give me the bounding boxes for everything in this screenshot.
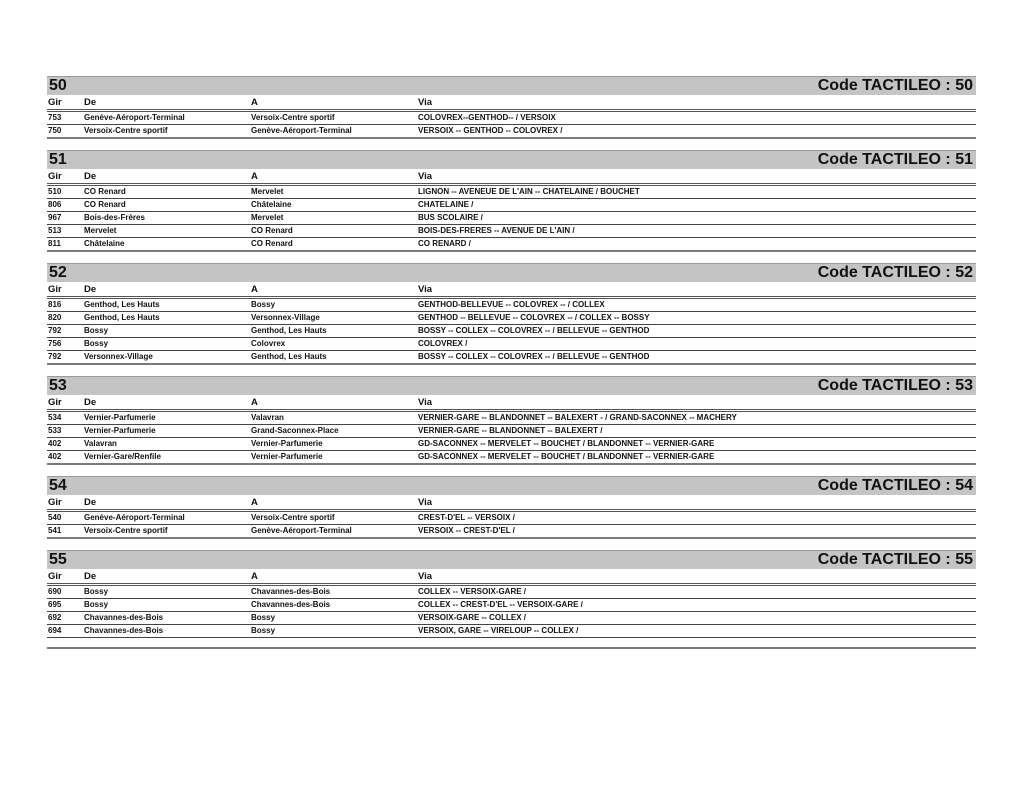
col-header-gir: Gir	[48, 570, 62, 582]
cell-de: Versonnex-Village	[84, 352, 153, 361]
table-rows	[47, 112, 976, 139]
cell-via: BOSSY -- COLLEX -- COLOVREX -- / BELLEVUE -- GENTHOD	[418, 352, 650, 361]
col-header-a: A	[251, 96, 258, 108]
col-header-a: A	[251, 496, 258, 508]
table-rows	[47, 512, 976, 539]
cell-de: Mervelet	[84, 226, 117, 235]
cell-de: Châtelaine	[84, 239, 125, 248]
tactileo-code: Code TACTILEO : 51	[817, 151, 973, 168]
cell-via: COLLEX -- VERSOIX-GARE /	[418, 587, 527, 596]
cell-a: Châtelaine	[251, 200, 292, 209]
table-row	[47, 351, 976, 365]
tactileo-code: Code TACTILEO : 52	[817, 264, 973, 281]
cell-via: VERNIER-GARE -- BLANDONNET -- BALEXERT /	[418, 426, 603, 435]
cell-gir: 792	[48, 326, 62, 335]
cell-via: VERSOIX -- CREST-D'EL /	[418, 526, 515, 535]
col-header-a: A	[251, 570, 258, 582]
cell-a: Bossy	[251, 626, 276, 635]
cell-a: Colovrex	[251, 339, 286, 348]
cell-de: Genthod, Les Hauts	[84, 313, 160, 322]
cell-de: Versoix-Centre sportif	[84, 526, 168, 535]
col-header-de: De	[84, 170, 97, 182]
table-row	[47, 438, 976, 451]
cell-de: Chavannes-des-Bois	[84, 626, 164, 635]
cell-via: CREST-D'EL -- VERSOIX /	[418, 513, 515, 522]
col-header-gir: Gir	[48, 496, 62, 508]
cell-gir: 811	[48, 239, 61, 248]
col-header-gir: Gir	[48, 283, 62, 295]
table-row	[47, 625, 976, 638]
table-rows	[47, 186, 976, 252]
cell-gir: 750	[48, 126, 62, 135]
col-header-gir: Gir	[48, 170, 62, 182]
cell-gir: 533	[48, 426, 62, 435]
section-header	[47, 476, 976, 495]
section-header	[47, 263, 976, 282]
cell-via: COLLEX -- CREST-D'EL -- VERSOIX-GARE /	[418, 600, 583, 609]
line-number: 51	[49, 151, 67, 168]
cell-via: VERSOIX-GARE -- COLLEX /	[418, 613, 527, 622]
line-section-54	[47, 476, 976, 539]
cell-a: Genthod, Les Hauts	[251, 326, 327, 335]
cell-de: CO Renard	[84, 200, 126, 209]
table-row	[47, 325, 976, 338]
table-row	[47, 225, 976, 238]
col-header-via: Via	[418, 96, 433, 108]
section-header	[47, 150, 976, 169]
col-header-de: De	[84, 96, 97, 108]
table-row	[47, 199, 976, 212]
cell-gir: 792	[48, 352, 62, 361]
column-headers	[47, 397, 976, 412]
column-headers	[47, 497, 976, 512]
cell-de: Chavannes-des-Bois	[84, 613, 164, 622]
col-header-via: Via	[418, 170, 433, 182]
cell-gir: 540	[48, 513, 62, 522]
cell-gir: 402	[48, 439, 62, 448]
cell-a: Genève-Aéroport-Terminal	[251, 126, 352, 135]
cell-via: BUS SCOLAIRE /	[418, 213, 483, 222]
cell-gir: 756	[48, 339, 62, 348]
cell-a: Versoix-Centre sportif	[251, 113, 335, 122]
cell-de: CO Renard	[84, 187, 126, 196]
table-row	[47, 612, 976, 625]
section-header	[47, 376, 976, 395]
cell-a: Versoix-Centre sportif	[251, 513, 335, 522]
table-row	[47, 238, 976, 252]
cell-via: GD-SACONNEX -- MERVELET -- BOUCHET / BLANDONNET -- VERNIER-GARE	[418, 439, 715, 448]
cell-a: Valavran	[251, 413, 284, 422]
cell-de: Vernier-Gare/Renfile	[84, 452, 161, 461]
col-header-via: Via	[418, 496, 433, 508]
table-row	[47, 186, 976, 199]
tactileo-code: Code TACTILEO : 54	[817, 477, 973, 494]
cell-de: Bois-des-Frères	[84, 213, 145, 222]
line-number: 55	[49, 551, 67, 568]
table-row	[47, 425, 976, 438]
line-section-50	[47, 76, 976, 139]
table-row	[47, 212, 976, 225]
cell-gir: 695	[48, 600, 62, 609]
cell-via: VERSOIX -- GENTHOD -- COLOVREX /	[418, 126, 563, 135]
col-header-gir: Gir	[48, 96, 62, 108]
line-number: 54	[49, 477, 67, 494]
line-number: 53	[49, 377, 67, 394]
cell-a: Bossy	[251, 613, 276, 622]
section-header	[47, 550, 976, 569]
table-rows	[47, 586, 976, 638]
cell-de: Bossy	[84, 326, 109, 335]
table-row	[47, 525, 976, 539]
tactileo-code: Code TACTILEO : 55	[817, 551, 973, 568]
cell-gir: 820	[48, 313, 62, 322]
column-headers	[47, 571, 976, 586]
line-section-55	[47, 550, 976, 649]
table-row	[47, 451, 976, 465]
col-header-de: De	[84, 396, 97, 408]
cell-via: CO RENARD /	[418, 239, 471, 248]
cell-via: COLOVREX /	[418, 339, 468, 348]
cell-via: GENTHOD-BELLEVUE -- COLOVREX -- / COLLEX	[418, 300, 605, 309]
cell-gir: 967	[48, 213, 62, 222]
cell-a: Vernier-Parfumerie	[251, 452, 323, 461]
cell-a: Mervelet	[251, 187, 284, 196]
table-rows	[47, 299, 976, 365]
col-header-via: Via	[418, 396, 433, 408]
cell-gir: 816	[48, 300, 62, 309]
cell-de: Genthod, Les Hauts	[84, 300, 160, 309]
cell-gir: 534	[48, 413, 62, 422]
cell-via: BOSSY -- COLLEX -- COLOVREX -- / BELLEVUE -- GENTHOD	[418, 326, 650, 335]
cell-de: Bossy	[84, 600, 109, 609]
section-header	[47, 76, 976, 95]
col-header-via: Via	[418, 570, 433, 582]
cell-de: Vernier-Parfumerie	[84, 413, 156, 422]
cell-a: Bossy	[251, 300, 276, 309]
cell-via: VERNIER-GARE -- BLANDONNET -- BALEXERT - / GRAND-SACONNEX -- MACHERY	[418, 413, 737, 422]
line-section-52	[47, 263, 976, 365]
table-row	[47, 112, 976, 125]
cell-gir: 513	[48, 226, 62, 235]
cell-gir: 541	[48, 526, 62, 535]
cell-de: Genève-Aéroport-Terminal	[84, 113, 185, 122]
cell-gir: 806	[48, 200, 62, 209]
cell-gir: 692	[48, 613, 62, 622]
col-header-a: A	[251, 170, 258, 182]
col-header-gir: Gir	[48, 396, 62, 408]
col-header-de: De	[84, 283, 97, 295]
col-header-via: Via	[418, 283, 433, 295]
column-headers	[47, 171, 976, 186]
table-rows	[47, 412, 976, 465]
col-header-de: De	[84, 496, 97, 508]
column-headers	[47, 97, 976, 112]
cell-a: Genthod, Les Hauts	[251, 352, 327, 361]
cell-via: GENTHOD -- BELLEVUE -- COLOVREX -- / COLLEX -- BOSSY	[418, 313, 650, 322]
cell-gir: 753	[48, 113, 62, 122]
cell-de: Genève-Aéroport-Terminal	[84, 513, 185, 522]
cell-via: LIGNON -- AVENEUE DE L'AIN -- CHATELAINE / BOUCHET	[418, 187, 640, 196]
route-document	[47, 76, 976, 660]
table-row	[47, 125, 976, 139]
col-header-a: A	[251, 396, 258, 408]
cell-de: Bossy	[84, 587, 109, 596]
cell-gir: 510	[48, 187, 62, 196]
line-section-53	[47, 376, 976, 465]
table-row	[47, 512, 976, 525]
cell-a: Grand-Saconnex-Place	[251, 426, 339, 435]
column-headers	[47, 284, 976, 299]
table-row	[47, 599, 976, 612]
cell-via: COLOVREX--GENTHOD-- / VERSOIX	[418, 113, 556, 122]
cell-de: Versoix-Centre sportif	[84, 126, 168, 135]
table-row	[47, 586, 976, 599]
tactileo-code: Code TACTILEO : 53	[817, 377, 973, 394]
tactileo-code: Code TACTILEO : 50	[817, 77, 973, 94]
line-number: 50	[49, 77, 67, 94]
cell-a: CO Renard	[251, 226, 293, 235]
cell-de: Valavran	[84, 439, 117, 448]
table-row	[47, 338, 976, 351]
cell-a: Chavannes-des-Bois	[251, 587, 331, 596]
table-row	[47, 312, 976, 325]
table-row	[47, 299, 976, 312]
cell-de: Vernier-Parfumerie	[84, 426, 156, 435]
table-row	[47, 412, 976, 425]
cell-a: Vernier-Parfumerie	[251, 439, 323, 448]
col-header-de: De	[84, 570, 97, 582]
col-header-a: A	[251, 283, 258, 295]
cell-via: GD-SACONNEX -- MERVELET -- BOUCHET / BLANDONNET -- VERNIER-GARE	[418, 452, 715, 461]
end-divider	[47, 647, 976, 649]
cell-gir: 694	[48, 626, 62, 635]
cell-a: Chavannes-des-Bois	[251, 600, 331, 609]
cell-gir: 690	[48, 587, 62, 596]
cell-a: Versonnex-Village	[251, 313, 320, 322]
cell-via: CHATELAINE /	[418, 200, 474, 209]
cell-via: VERSOIX, GARE -- VIRELOUP -- COLLEX /	[418, 626, 579, 635]
line-number: 52	[49, 264, 67, 281]
cell-a: Genève-Aéroport-Terminal	[251, 526, 352, 535]
cell-a: Mervelet	[251, 213, 284, 222]
line-section-51	[47, 150, 976, 252]
cell-a: CO Renard	[251, 239, 293, 248]
cell-gir: 402	[48, 452, 62, 461]
cell-via: BOIS-DES-FRERES -- AVENUE DE L'AIN /	[418, 226, 575, 235]
cell-de: Bossy	[84, 339, 109, 348]
